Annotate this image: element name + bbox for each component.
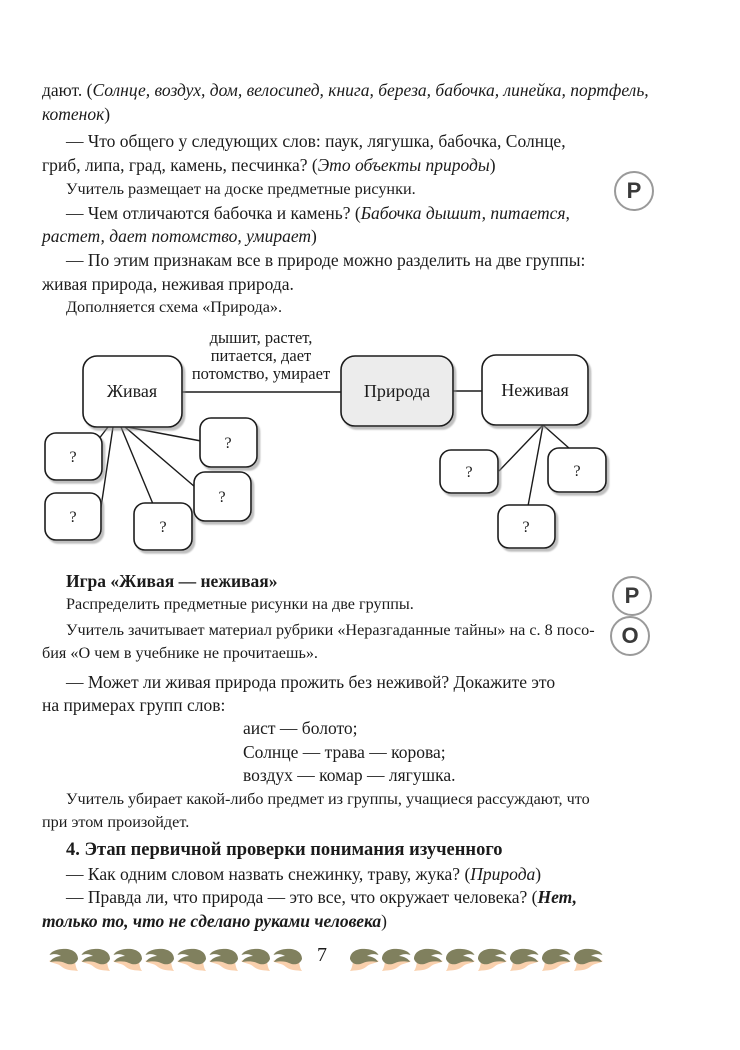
- teacher-remark: [42, 178, 638, 202]
- placeholder-label: ?: [522, 519, 530, 536]
- margin-badge-r: [614, 171, 654, 211]
- text-line: [42, 154, 638, 178]
- game-title: [42, 570, 638, 593]
- footer-ornament-left: [48, 946, 306, 974]
- word-group-line: [42, 741, 638, 764]
- text-segment: ): [489, 155, 496, 176]
- text-segment: Бабочка дышит, питается,: [360, 202, 570, 223]
- text-segment: — Чем отличаются бабочка и камень? (: [66, 202, 361, 223]
- text-segment: Учитель размещает на доске предметные рисунки.: [66, 179, 416, 198]
- text-line: [42, 273, 638, 297]
- text-line: [42, 694, 638, 717]
- text-segment: ): [104, 103, 111, 124]
- badge-letter: Р: [626, 178, 642, 203]
- text-segment: — Как одним словом назвать снежинку, траву, жука? (: [66, 863, 471, 884]
- text-segment: — Что общего у следующих слов: паук, лягушка, бабочка, Солнце,: [66, 131, 566, 152]
- text-segment: Дополняется схема «Природа».: [66, 298, 283, 317]
- text-segment: бия «О чем в учебнике не прочитаешь».: [42, 644, 318, 663]
- text-segment: ): [535, 863, 542, 884]
- placeholder-label: ?: [69, 509, 77, 526]
- text-segment: — Может ли живая природа прожить без неживой? Докажите это: [66, 671, 556, 692]
- placeholder-label: ?: [159, 519, 167, 536]
- nature-scheme-diagram: [0, 325, 740, 560]
- text-segment: котенок: [42, 103, 105, 124]
- edge-label: питается, дает: [210, 346, 312, 365]
- margin-badge-o: [610, 616, 650, 656]
- node-living-label: Живая: [106, 381, 158, 401]
- margin-badge-r: [612, 576, 652, 616]
- text-segment: Учитель зачитывает материал рубрики «Неразгаданные тайны» на с. 8 посо-: [66, 620, 595, 639]
- game-and-check-section: [42, 570, 638, 933]
- text-segment: 4. Этап первичной проверки понимания изученного: [66, 840, 503, 861]
- placeholder-label: ?: [69, 449, 77, 466]
- text-segment: только то, что не сделано руками человека: [42, 910, 382, 931]
- footer-ornament-right: [346, 946, 604, 974]
- text-segment: живая природа, неживая природа.: [42, 273, 294, 294]
- text-line: [42, 593, 638, 616]
- text-segment: дают. (: [42, 80, 93, 100]
- teacher-remark: [42, 642, 638, 665]
- text-segment: — Правда ли, что природа — это все, что окружает человека? (: [66, 887, 538, 908]
- text-line: [42, 910, 638, 933]
- text-segment: гриб, липа, град, камень, песчинка? (: [42, 155, 318, 176]
- teacher-remark: [42, 296, 638, 320]
- lesson-dialog-section: [42, 79, 649, 320]
- placeholder-label: ?: [465, 464, 473, 481]
- placeholder-label: ?: [573, 463, 581, 480]
- text-segment: ): [381, 910, 387, 931]
- placeholder-label: ?: [224, 435, 232, 452]
- text-segment: Это объекты природы: [317, 155, 490, 176]
- badge-letter: О: [621, 623, 639, 648]
- teacher-remark: [42, 811, 638, 834]
- text-line: [42, 863, 638, 886]
- word-group-line: [42, 717, 638, 740]
- edge-label: потомство, умирает: [191, 364, 331, 383]
- edge-label: дышит, растет,: [209, 328, 313, 347]
- text-line: [42, 249, 638, 273]
- text-segment: Природа: [470, 863, 536, 884]
- text-line: [42, 79, 649, 103]
- text-line: [42, 886, 638, 909]
- text-segment: ): [311, 226, 317, 247]
- teacher-remark: [42, 788, 638, 811]
- text-segment: Учитель убирает какой-либо предмет из группы, учащиеся рассуждают, что: [66, 789, 590, 808]
- text-segment: аист — болото;: [243, 718, 358, 739]
- text-segment: растет, дает потомство, умирает: [42, 226, 312, 247]
- teacher-remark: [42, 619, 638, 642]
- placeholder-label: ?: [218, 489, 226, 506]
- text-line: [42, 225, 638, 249]
- text-segment: Нет,: [537, 887, 578, 908]
- badge-letter: Р: [624, 583, 640, 608]
- text-segment: при этом произойдет.: [42, 813, 190, 832]
- text-segment: Солнце — трава — корова;: [243, 741, 446, 762]
- page-number: 7: [317, 944, 327, 966]
- section-heading: [42, 839, 638, 862]
- branch-line: [121, 427, 153, 504]
- text-segment: воздух — комар — лягушка.: [243, 765, 456, 786]
- text-segment: Солнце, воздух, дом, велосипед, книга, береза, бабочка, линейка, портфель,: [92, 80, 649, 100]
- node-nature-label: Природа: [363, 381, 431, 401]
- text-segment: — По этим признакам все в природе можно разделить на две группы:: [66, 249, 586, 270]
- branch-line: [528, 425, 543, 506]
- text-line: [42, 103, 638, 127]
- branch-line: [125, 427, 195, 487]
- node-nonliving-label: Неживая: [501, 380, 569, 400]
- text-line: [42, 202, 638, 226]
- text-line: [42, 671, 638, 694]
- text-segment: Игра «Живая — неживая»: [66, 571, 278, 591]
- branch-line: [543, 425, 570, 449]
- word-group-line: [42, 764, 638, 787]
- text-line: [42, 130, 638, 154]
- text-segment: Распределить предметные рисунки на две группы.: [66, 595, 414, 614]
- text-segment: на примерах групп слов:: [42, 695, 226, 716]
